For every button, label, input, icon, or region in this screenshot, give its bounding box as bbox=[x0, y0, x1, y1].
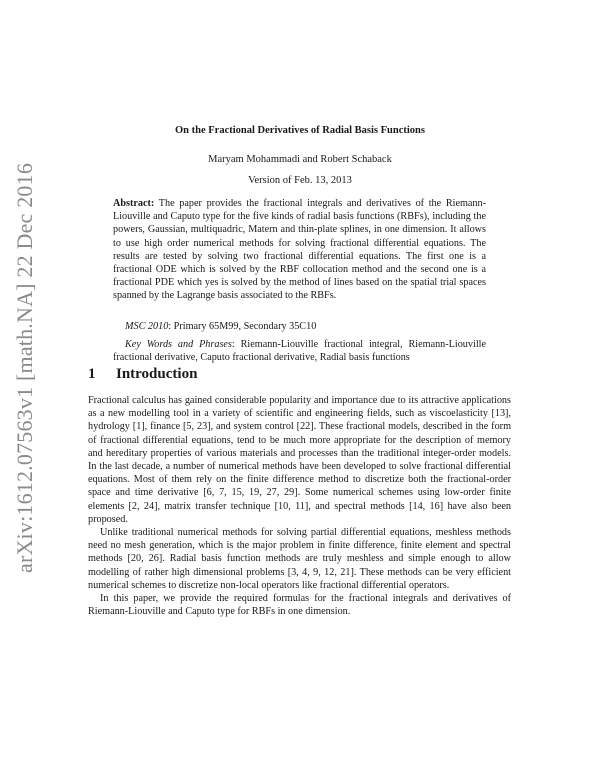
keywords bbox=[113, 338, 486, 364]
msc-label: MSC 2010 bbox=[125, 321, 169, 332]
abstract-text: The paper provides the fractional integrals and derivatives of the Riemann-Liouville and Caputo type for the five kinds of radial basis functions (RBFs), including the powers, Gaussian, multiquadric, Matern and thin-plate splines, in one dimension. It allows to use high order numerical methods for solving fractional differential equations. The results are tested by solving two fractional differential equations. The first one is a fractional ODE which is solved by the RBF collocation method and the second one is a fractional PDE which yes is solved by the method of lines based on the spatial trial spaces spanned by the Lagrange basis associated to the RBFs. bbox=[113, 198, 486, 302]
paper-authors: Maryam Mohammadi and Robert Schaback bbox=[208, 154, 392, 165]
abstract-label: Abstract: bbox=[113, 198, 155, 209]
paragraph: Fractional calculus has gained considerable popularity and importance due to its attractive applications as a new modelling tool in a variety of scientific and engineering fields, such as viscoelasticity [13], hydrology [1], finance [5, 23], and system control [22]. These fractional models, described in the form of fractional differential equations, tend to be much more appropriate for the description of memory and hereditary properties of various materials and processes than the traditional integer-order models. In the last decade, a number of numerical methods have been developed to solve fractional differential equations. Most of them rely on the finite difference method to discretize both the fractional-order space and time derivative [6, 7, 15, 19, 27, 29]. Some numerical schemes using low-order finite elements [2, 24], matrix transfer technique [10, 11], and spectral methods [14, 16] have also been proposed. bbox=[88, 395, 511, 525]
section-title: Introduction bbox=[116, 366, 198, 382]
section-body bbox=[88, 394, 511, 618]
section-heading bbox=[88, 366, 197, 383]
paragraph: In this paper, we provide the required formulas for the fractional integrals and derivatives of Riemann-Liouville and Caputo type for RBFs in one dimension. bbox=[88, 593, 511, 618]
abstract bbox=[113, 197, 486, 303]
keywords-label: Key Words and Phrases bbox=[125, 339, 232, 350]
paper-version: Version of Feb. 13, 2013 bbox=[248, 175, 352, 186]
paper-title: On the Fractional Derivatives of Radial Basis Functions bbox=[175, 125, 425, 136]
msc-classification bbox=[113, 320, 486, 333]
section-number: 1 bbox=[88, 366, 96, 382]
msc-text: : Primary 65M99, Secondary 35C10 bbox=[168, 321, 317, 332]
paragraph: Unlike traditional numerical methods for solving partial differential equations, meshless methods need no mesh generation, which is the major problem in finite difference, finite element and spectral methods [20, 26]. Radial basis function methods are truly meshless and simple enough to allow modelling of rather high dimensional problems [3, 4, 9, 12, 21]. These methods can be very efficient numerical schemes to discretize non-local operators like fractional differential operators. bbox=[88, 527, 511, 591]
keywords-text: : Riemann-Liouville fractional integral, Riemann-Liouville fractional derivative, Caputo fractional derivative, Radial basis functions bbox=[113, 339, 487, 364]
arxiv-identifier: arXiv:1612.07563v1 [math.NA] 22 Dec 2016 bbox=[12, 162, 38, 573]
arxiv-side-stamp bbox=[10, 150, 40, 585]
